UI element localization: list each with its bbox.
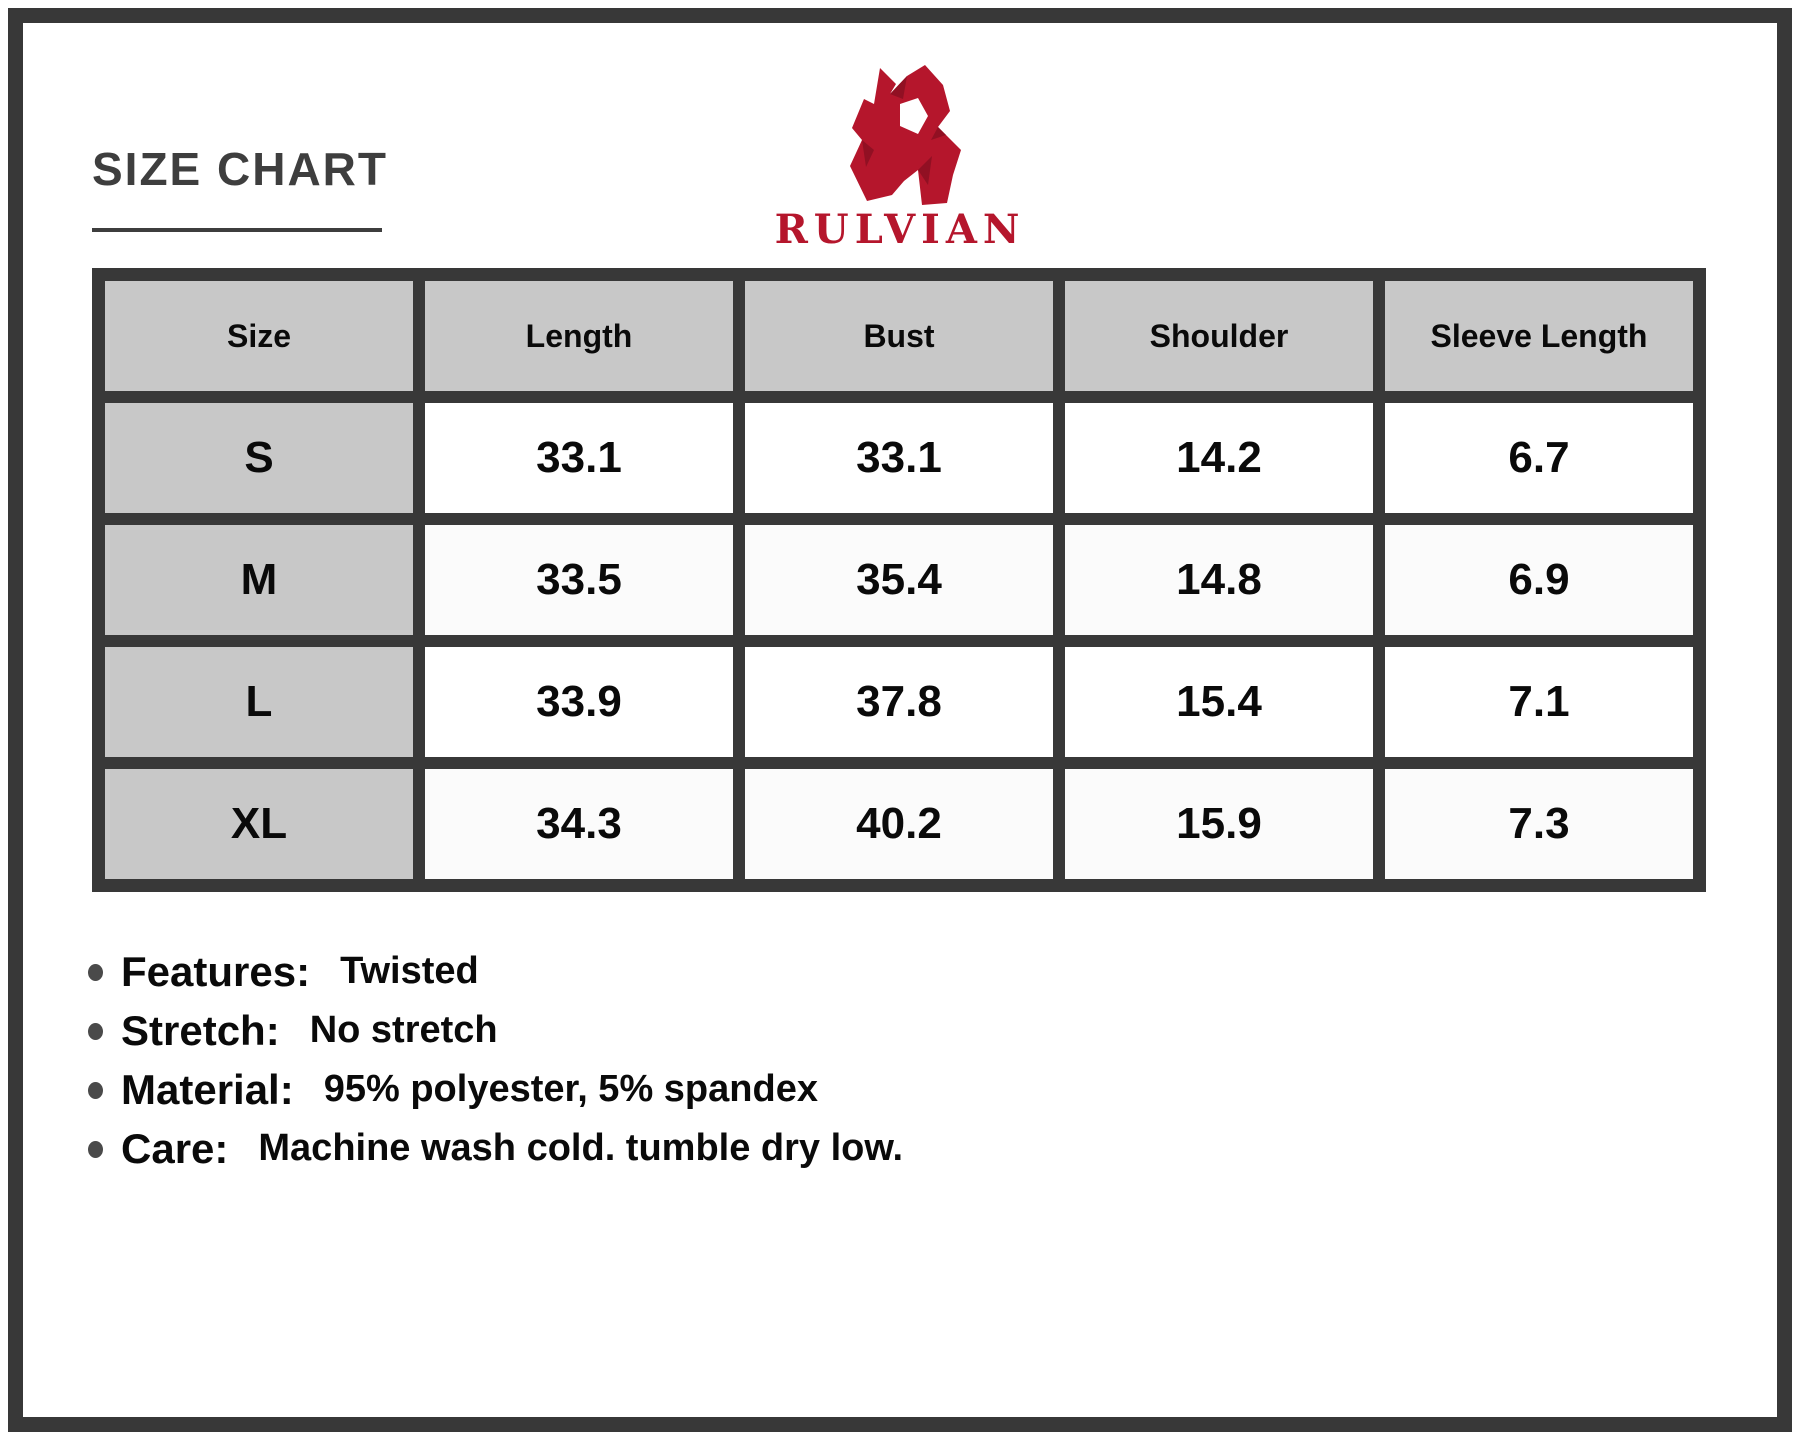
brand-name: RULVIAN [774, 206, 1026, 253]
size-chart-table [92, 268, 1706, 892]
bullet-icon [88, 964, 103, 981]
table-cell: 37.8 [745, 647, 1053, 757]
bullet-icon [88, 1082, 103, 1099]
bullet-icon [88, 1141, 103, 1158]
detail-value: Twisted [340, 950, 479, 992]
table-cell: 35.4 [745, 525, 1053, 635]
detail-label: Material: [121, 1065, 294, 1113]
page-title: SIZE CHART [92, 143, 388, 195]
table-cell: 14.8 [1065, 525, 1373, 635]
brand-logo-icon [843, 54, 965, 206]
row-label-xl: XL [105, 769, 413, 879]
table-cell: 7.3 [1385, 769, 1693, 879]
detail-value: 95% polyester, 5% spandex [323, 1068, 818, 1110]
detail-value: No stretch [309, 1009, 498, 1051]
title-underline [92, 228, 382, 232]
detail-label: Stretch: [121, 1006, 280, 1054]
column-header-sleeve-length: Sleeve Length [1385, 281, 1693, 391]
column-header-bust: Bust [745, 281, 1053, 391]
product-details-list [88, 942, 903, 1178]
detail-label: Care: [121, 1124, 229, 1172]
detail-item-care [88, 1119, 903, 1178]
table-cell: 34.3 [425, 769, 733, 879]
table-cell: 33.9 [425, 647, 733, 757]
detail-label: Features: [121, 947, 311, 995]
table-cell: 33.5 [425, 525, 733, 635]
table-cell: 33.1 [425, 403, 733, 513]
table-cell: 6.7 [1385, 403, 1693, 513]
table-cell: 6.9 [1385, 525, 1693, 635]
table-cell: 15.4 [1065, 647, 1373, 757]
table-cell: 14.2 [1065, 403, 1373, 513]
detail-item-stretch [88, 1001, 903, 1060]
row-label-l: L [105, 647, 413, 757]
column-header-size: Size [105, 281, 413, 391]
row-label-m: M [105, 525, 413, 635]
detail-item-material [88, 1060, 903, 1119]
bullet-icon [88, 1023, 103, 1040]
table-cell: 33.1 [745, 403, 1053, 513]
column-header-shoulder: Shoulder [1065, 281, 1373, 391]
table-cell: 7.1 [1385, 647, 1693, 757]
column-header-length: Length [425, 281, 733, 391]
detail-item-features [88, 942, 903, 1001]
detail-value: Machine wash cold. tumble dry low. [258, 1127, 904, 1169]
table-cell: 40.2 [745, 769, 1053, 879]
row-label-s: S [105, 403, 413, 513]
table-cell: 15.9 [1065, 769, 1373, 879]
